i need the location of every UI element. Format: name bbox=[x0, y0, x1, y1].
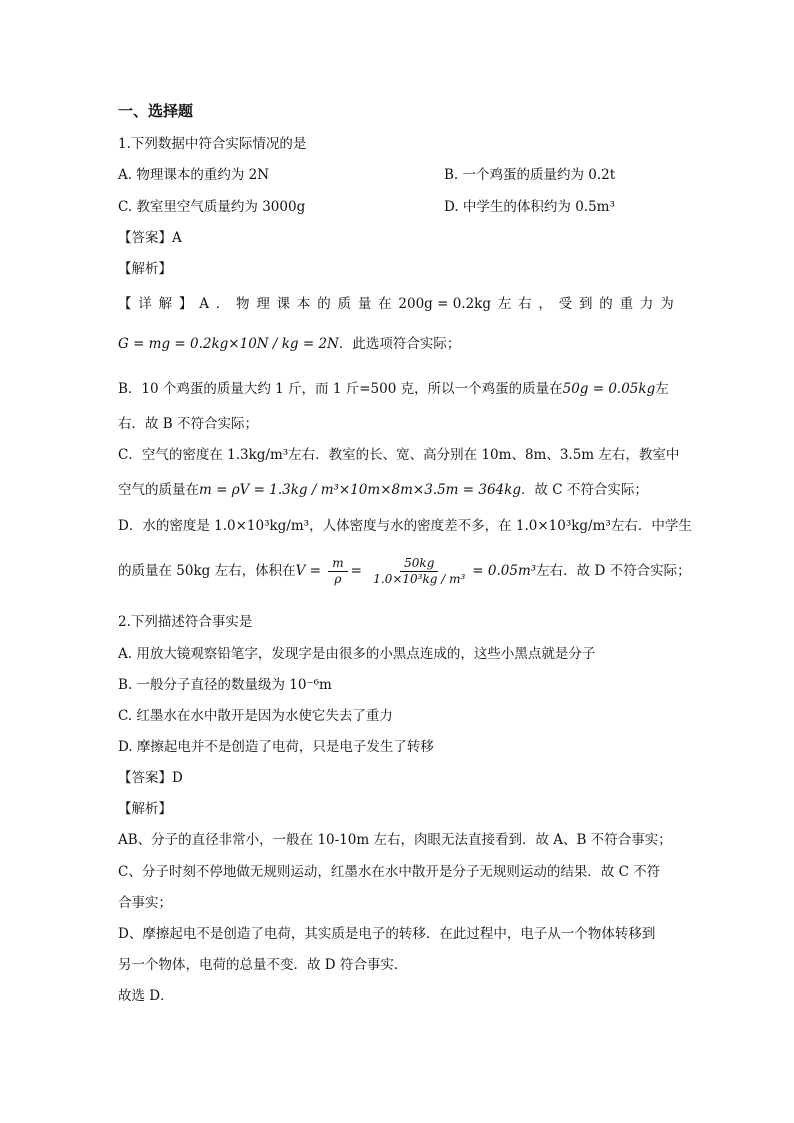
q1-gravity-equation: G = mg = 0.2kg×10N / kg = 2N bbox=[118, 336, 339, 352]
q2-explain-d-line1: D、摩擦起电不是创造了电荷，其实质是电子的转移．在此过程中，电子从一个物体转移到 bbox=[118, 926, 656, 942]
q1-explain-d-line1: D．水的密度是 1.0×10³kg/m³，人体密度与水的密度差不多，在 1.0×10³kg/m³左右．中学生 bbox=[118, 518, 692, 534]
q1-explain-d-line2: 的质量在 50kg 左右，体积在V = $\frac{m}{\rho}$ = $\frac{50kg}{\text{1.0×10³kg / m³}}$ = 0.05m³左右．故 D 不符合实际； bbox=[118, 556, 691, 586]
q1-analysis-label: 【解析】 bbox=[118, 261, 172, 277]
q1-option-d: D. 中学生的体积约为 0.5m³ bbox=[444, 199, 615, 215]
q2-option-d: D. 摩擦起电并不是创造了电荷，只是电子发生了转移 bbox=[118, 739, 434, 755]
q2-explain-ab: AB、分子的直径非常小，一般在 10-10m 左右，肉眼无法直接看到．故 A、B 不符合事实； bbox=[118, 832, 672, 848]
q1-answer: 【答案】A bbox=[118, 230, 182, 246]
q2-answer: 【答案】D bbox=[118, 770, 183, 786]
q1-explain-a-line2: G = mg = 0.2kg×10N / kg = 2N．此选项符合实际； bbox=[118, 336, 461, 352]
q2-option-b: B. 一般分子直径的数量级为 10⁻⁶m bbox=[118, 677, 332, 693]
q1-explain-b-line2: 右．故 B 不符合实际； bbox=[118, 416, 259, 432]
q2-explain-d-line2: 另一个物体，电荷的总量不变．故 D 符合事实． bbox=[118, 957, 408, 973]
q2-stem: 2.下列描述符合事实是 bbox=[118, 614, 253, 630]
q1-air-mass-equation: m = ρV = 1.3kg / m³×10m×8m×3.5m = 364kg bbox=[199, 482, 521, 498]
q2-option-a: A. 用放大镜观察铅笔字，发现字是由很多的小黑点连成的，这些小黑点就是分子 bbox=[118, 646, 596, 662]
q1-explain-c-line1: C．空气的密度在 1.3kg/m³左右．教室的长、宽、高分别在 10m、8m、3.5m 左右，教室中 bbox=[118, 447, 680, 463]
q1-explain-a-line1: 【 详 解 】 A ． 物 理 课 本 的 质 量 在 200g = 0.2kg 左 右 ， 受 到 的 重 力 为 bbox=[118, 296, 674, 312]
q1-stem: 1.下列数据中符合实际情况的是 bbox=[118, 136, 307, 152]
q2-analysis-label: 【解析】 bbox=[118, 801, 172, 817]
q2-option-c: C. 红墨水在水中散开是因为水使它失去了重力 bbox=[118, 708, 393, 724]
q1-option-a: A. 物理课本的重约为 2N bbox=[118, 167, 270, 183]
q1-option-c: C. 教室里空气质量约为 3000g bbox=[118, 199, 306, 215]
q1-option-b: B. 一个鸡蛋的质量约为 0.2t bbox=[444, 167, 616, 183]
q2-explain-c-line1: C、分子时刻不停地做无规则运动，红墨水在水中散开是分子无规则运动的结果．故 C 不符 bbox=[118, 864, 661, 880]
q1-explain-b-line1: B．10 个鸡蛋的质量大约 1 斤，而 1 斤=500 克，所以一个鸡蛋的质量在50g = 0.05kg左 bbox=[118, 381, 669, 397]
q1-volume-fraction-2: $\frac{50kg}{\text{1.0×10³kg / m³}}$ bbox=[373, 556, 466, 586]
q1-explain-c-line2: 空气的质量在m = ρV = 1.3kg / m³×10m×8m×3.5m = 364kg．故 C 不符合实际； bbox=[118, 482, 648, 498]
q1-volume-fraction-1: $\frac{m}{\rho}$ bbox=[328, 556, 347, 587]
q2-conclusion: 故选 D． bbox=[118, 988, 174, 1004]
q2-explain-c-line2: 合事实； bbox=[118, 895, 172, 911]
section-title: 一、选择题 bbox=[118, 102, 194, 120]
q1-egg-mass-equation: 50g = 0.05kg bbox=[562, 381, 656, 397]
